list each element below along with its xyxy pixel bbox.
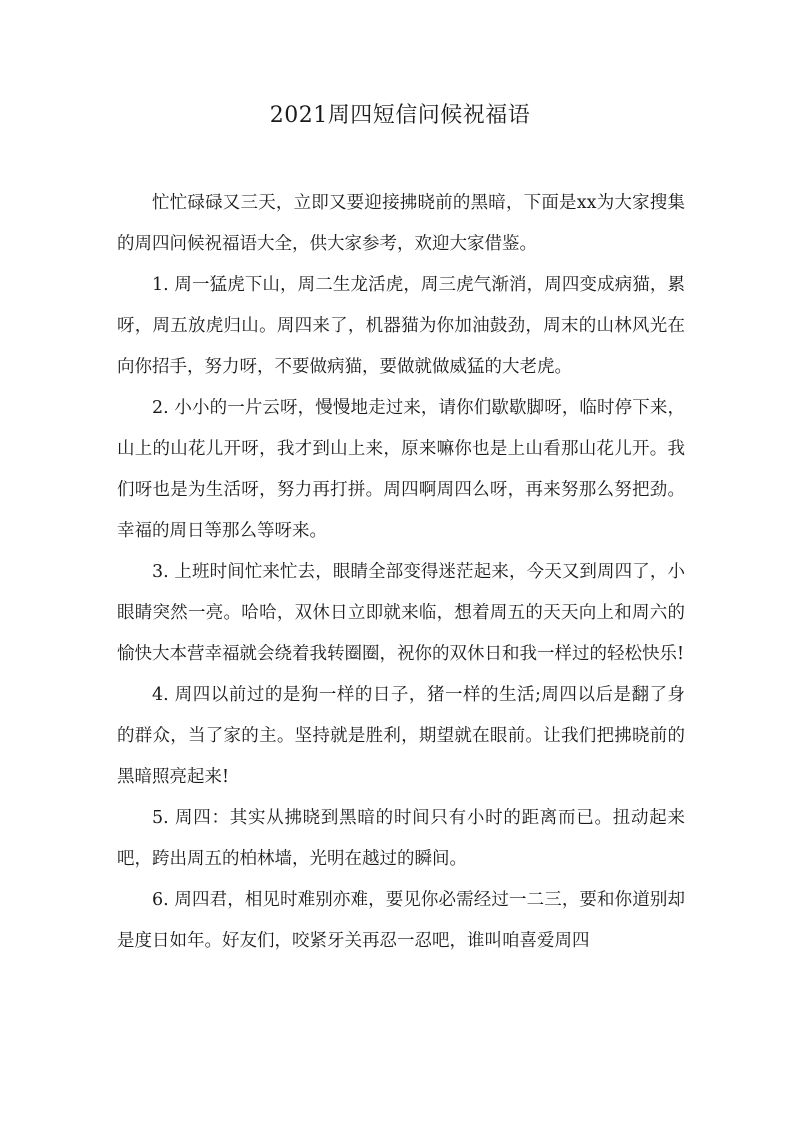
greeting-paragraph-2: 2. 小小的一片云呀，慢慢地走过来，请你们歇歇脚呀，临时停下来，山上的山花儿开呀，我才到山上来，原来嘛你也是上山看那山花儿开。我们呀也是为生活呀，努力再打拼。周四啊周四么呀，再来努那么努把劲。幸福的周日等那么等呀来。 [117,398,685,541]
greeting-paragraph-4: 4. 周四以前过的是狗一样的日子，猪一样的生活;周四以后是翻了身的群众，当了家的主。坚持就是胜利，期望就在眼前。让我们把拂晓前的黑暗照亮起来! [117,685,685,787]
greeting-paragraph-5: 5. 周四：其实从拂晓到黑暗的时间只有小时的距离而已。扭动起来吧，跨出周五的柏林墙，光明在越过的瞬间。 [117,808,685,869]
intro-paragraph: 忙忙碌碌又三天，立即又要迎接拂晓前的黑暗，下面是xx为大家搜集的周四问候祝福语大全，供大家参考，欢迎大家借鉴。 [117,193,685,254]
greeting-paragraph-1: 1. 周一猛虎下山，周二生龙活虎，周三虎气渐消，周四变成病猫，累呀，周五放虎归山。周四来了，机器猫为你加油鼓劲，周末的山林风光在向你招手，努力呀，不要做病猫，要做就做威猛的大老虎。 [117,275,685,377]
greeting-paragraph-6: 6. 周四君，相见时难别亦难，要见你必需经过一二三，要和你道别却是度日如年。好友们，咬紧牙关再忍一忍吧，谁叫咱喜爱周四 [117,890,685,951]
document-body [117,183,685,962]
document-title: 2021周四短信问候祝福语 [269,103,531,128]
greeting-paragraph-3: 3. 上班时间忙来忙去，眼睛全部变得迷茫起来，今天又到周四了，小眼睛突然一亮。哈哈，双休日立即就来临，想着周五的天天向上和周六的愉快大本营幸福就会绕着我转圈圈，祝你的双休日和我一样过的轻松快乐! [117,562,685,664]
